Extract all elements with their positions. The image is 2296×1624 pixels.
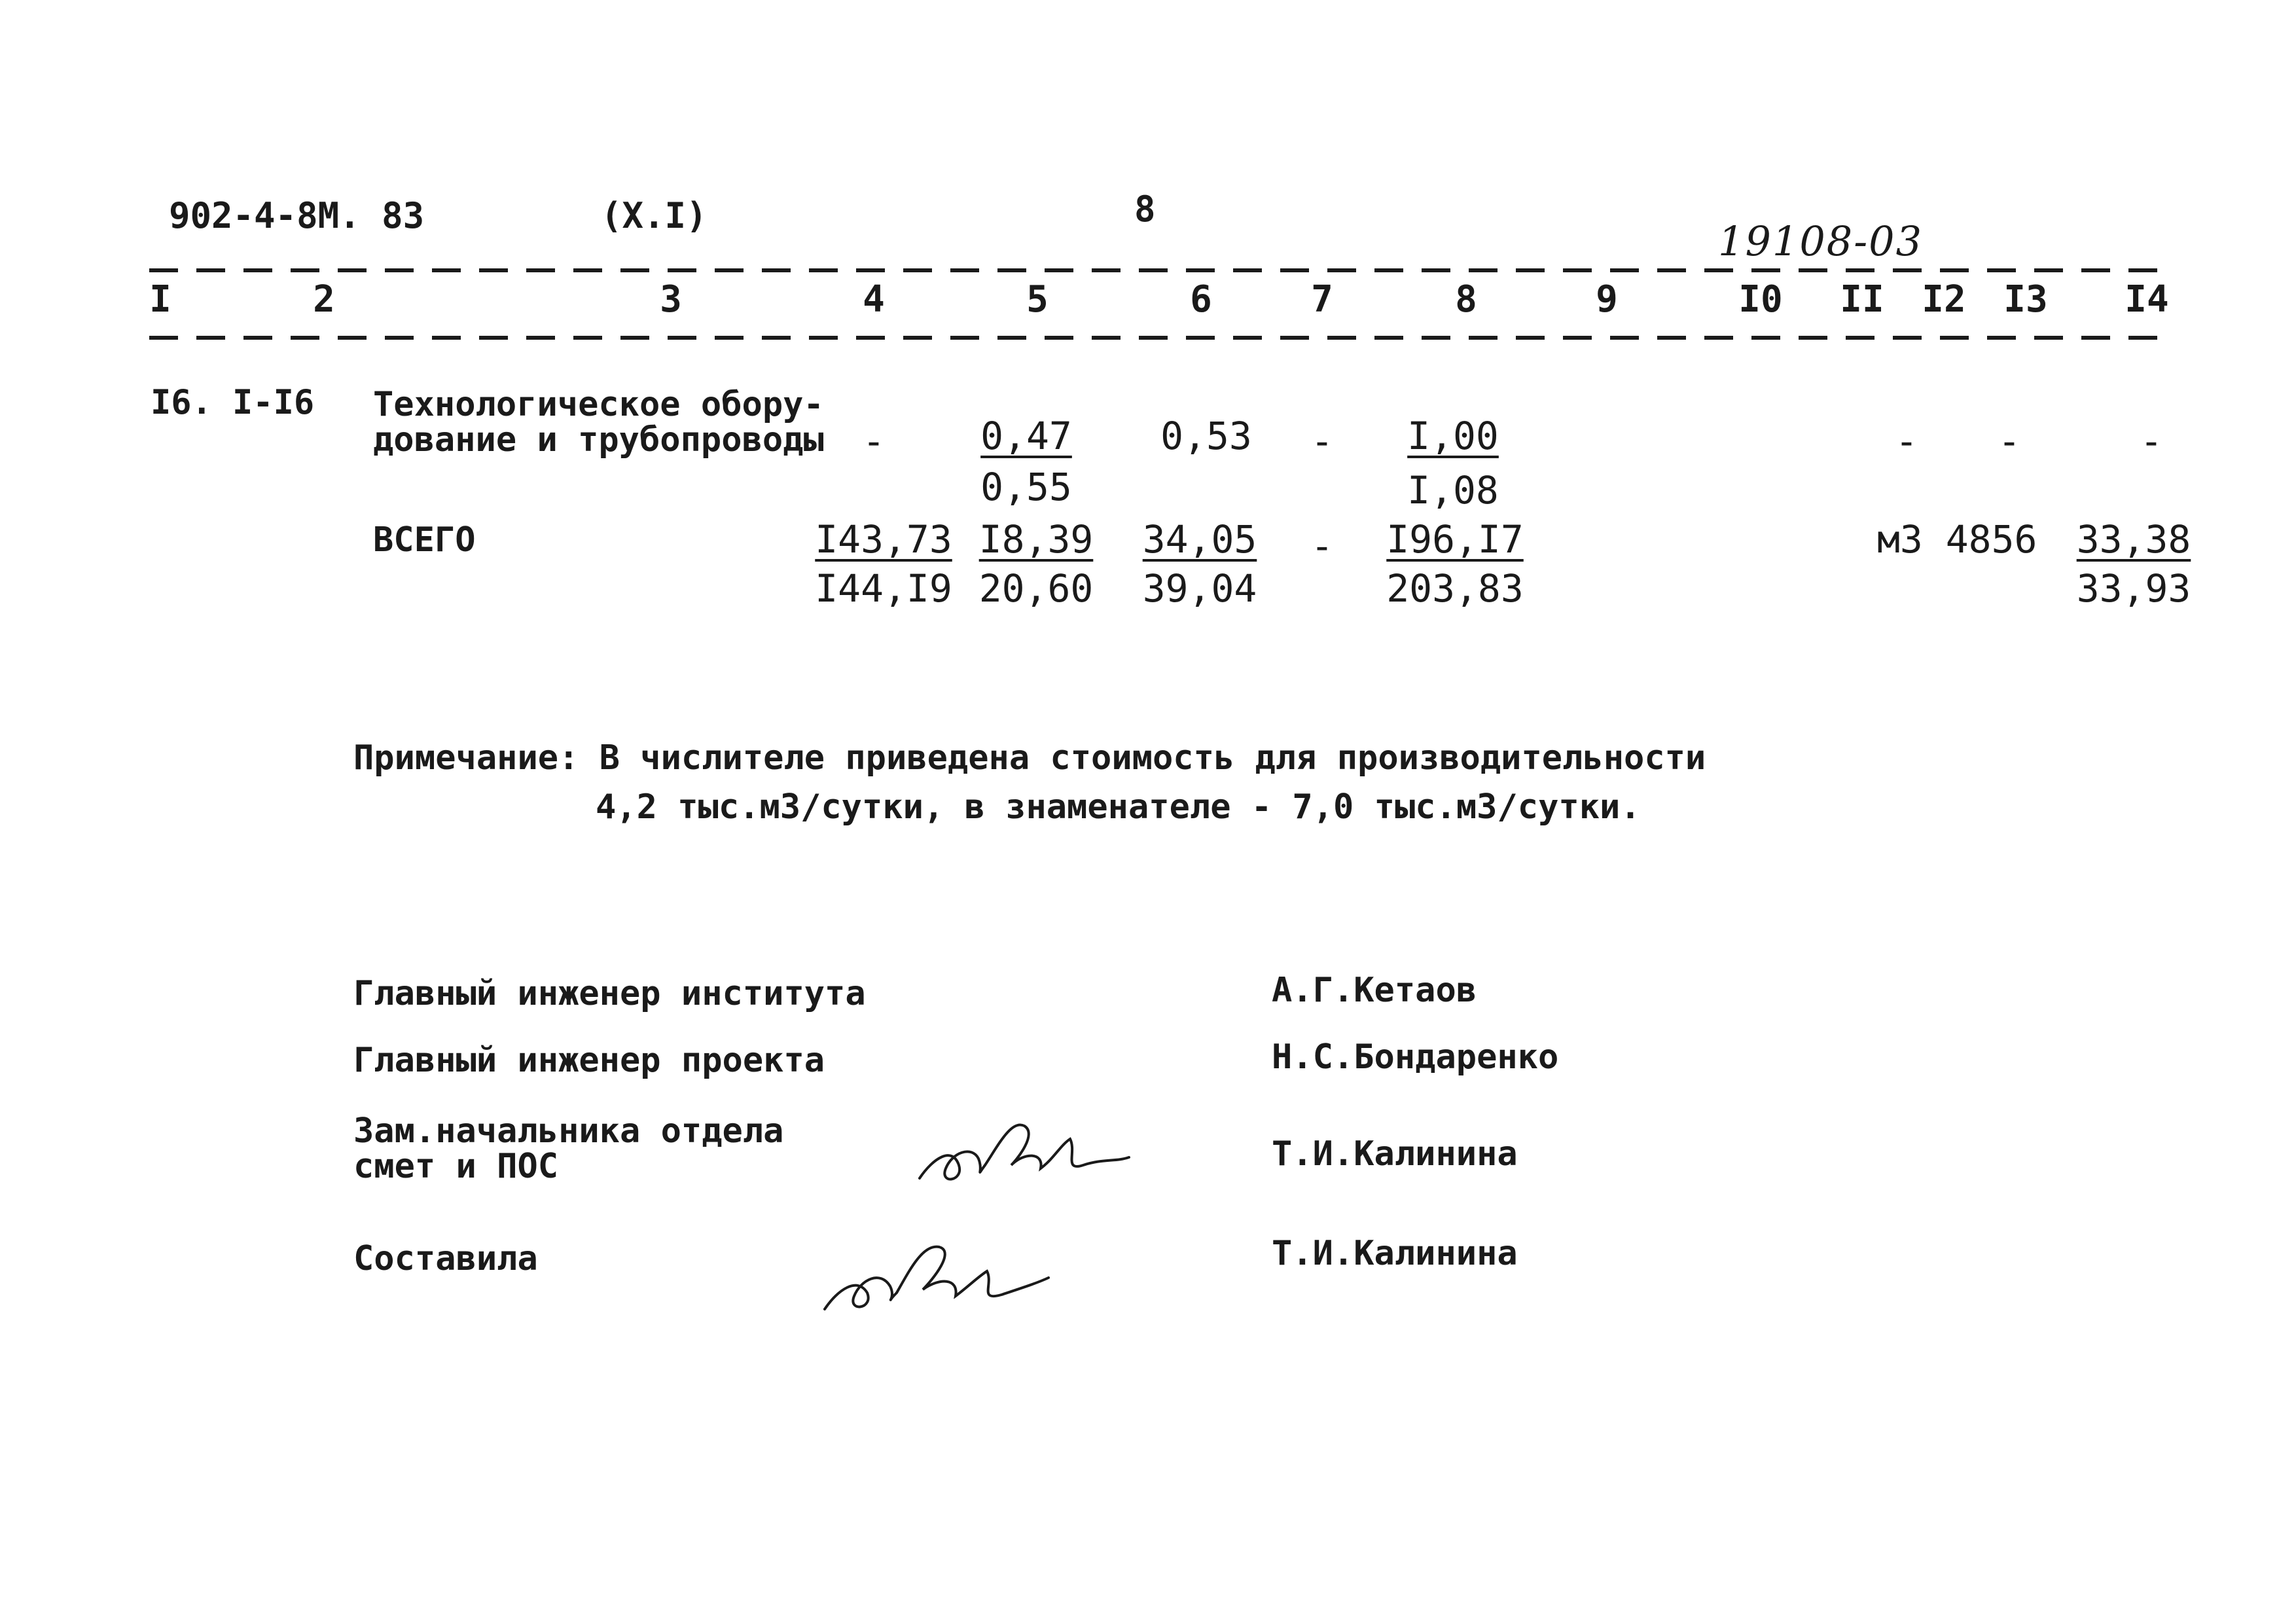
total-col8-denominator: 203,83: [1386, 566, 1524, 611]
row-code: I-I6: [232, 383, 315, 422]
row-col4: -: [862, 419, 886, 463]
row-col6: 0,53: [1160, 414, 1252, 458]
total-volume: м3 4856: [1877, 517, 2037, 562]
col-num-2: 2: [313, 278, 335, 321]
row-col13: -: [1998, 419, 2021, 463]
total-col14-denominator: 33,93: [2076, 566, 2191, 611]
row-col8-numerator: I,00: [1407, 414, 1499, 458]
col-num-1: I: [149, 278, 171, 321]
total-col5-denominator: 20,60: [978, 566, 1094, 611]
signature-role-deputy-head-line2: смет и ПОС: [353, 1147, 559, 1186]
signature-role-deputy-head-line1: Зам.начальника отдела: [353, 1111, 784, 1151]
row-number: I6.: [151, 383, 212, 422]
row-col7: -: [1310, 419, 1334, 463]
handwritten-signature: [913, 1106, 1136, 1198]
row-col5-denominator: 0,55: [980, 465, 1072, 509]
row-name-line2: дование и трубопроводы: [373, 420, 824, 460]
row-name-line1: Технологическое обору-: [373, 385, 824, 424]
col-num-3: 3: [660, 278, 682, 321]
total-col14-numerator: 33,38: [2076, 517, 2191, 562]
handwritten-number: 19108-03: [1718, 217, 1924, 265]
signature-name-compiled-by: Т.И.Калинина: [1272, 1234, 1518, 1273]
note-line1: Примечание: В числителе приведена стоимость для производительности: [353, 738, 1706, 778]
total-col6-denominator: 39,04: [1142, 566, 1257, 611]
row-col14: -: [2140, 419, 2163, 463]
col-num-7: 7: [1311, 278, 1333, 321]
signature-role-compiled-by: Составила: [353, 1239, 538, 1278]
total-label: ВСЕГО: [373, 520, 476, 560]
total-col4-numerator: I43,73: [815, 517, 952, 562]
total-col7: -: [1310, 524, 1334, 568]
row-col12: -: [1895, 419, 1918, 463]
col-num-9: 9: [1596, 278, 1618, 321]
row-col5-numerator: 0,47: [980, 414, 1072, 458]
col-num-10: I0: [1738, 278, 1783, 321]
total-col5-numerator: I8,39: [978, 517, 1094, 562]
total-col4-denominator: I44,I9: [815, 566, 952, 611]
col-num-13: I3: [2003, 278, 2048, 321]
col-num-12: I2: [1922, 278, 1966, 321]
total-col8-numerator: I96,I7: [1386, 517, 1524, 562]
note-line2: 4,2 тыс.м3/сутки, в знаменателе - 7,0 тыс.м3/сутки.: [596, 787, 1641, 827]
row-col8-denominator: I,08: [1407, 468, 1499, 513]
total-col6-numerator: 34,05: [1142, 517, 1257, 562]
col-num-11: II: [1840, 278, 1884, 321]
section-code: (Х.I): [601, 195, 708, 236]
signature-role-chief-engineer-institute: Главный инженер института: [353, 974, 866, 1013]
signature-name-chief-engineer-institute: А.Г.Кетаов: [1272, 971, 1477, 1010]
col-num-14: I4: [2125, 278, 2169, 321]
document-code: 902-4-8М. 83: [169, 195, 425, 236]
signature-name-chief-engineer-project: Н.С.Бондаренко: [1272, 1038, 1559, 1077]
signature-role-chief-engineer-project: Главный инженер проекта: [353, 1041, 825, 1080]
table-top-rule: [149, 268, 2168, 272]
handwritten-signature: [818, 1231, 1054, 1322]
col-num-5: 5: [1026, 278, 1049, 321]
col-num-6: 6: [1190, 278, 1212, 321]
table-header-rule: [149, 336, 2168, 340]
signature-name-deputy-head: Т.И.Калинина: [1272, 1134, 1518, 1174]
col-num-4: 4: [863, 278, 885, 321]
page-number: 8: [1134, 189, 1156, 230]
col-num-8: 8: [1455, 278, 1477, 321]
